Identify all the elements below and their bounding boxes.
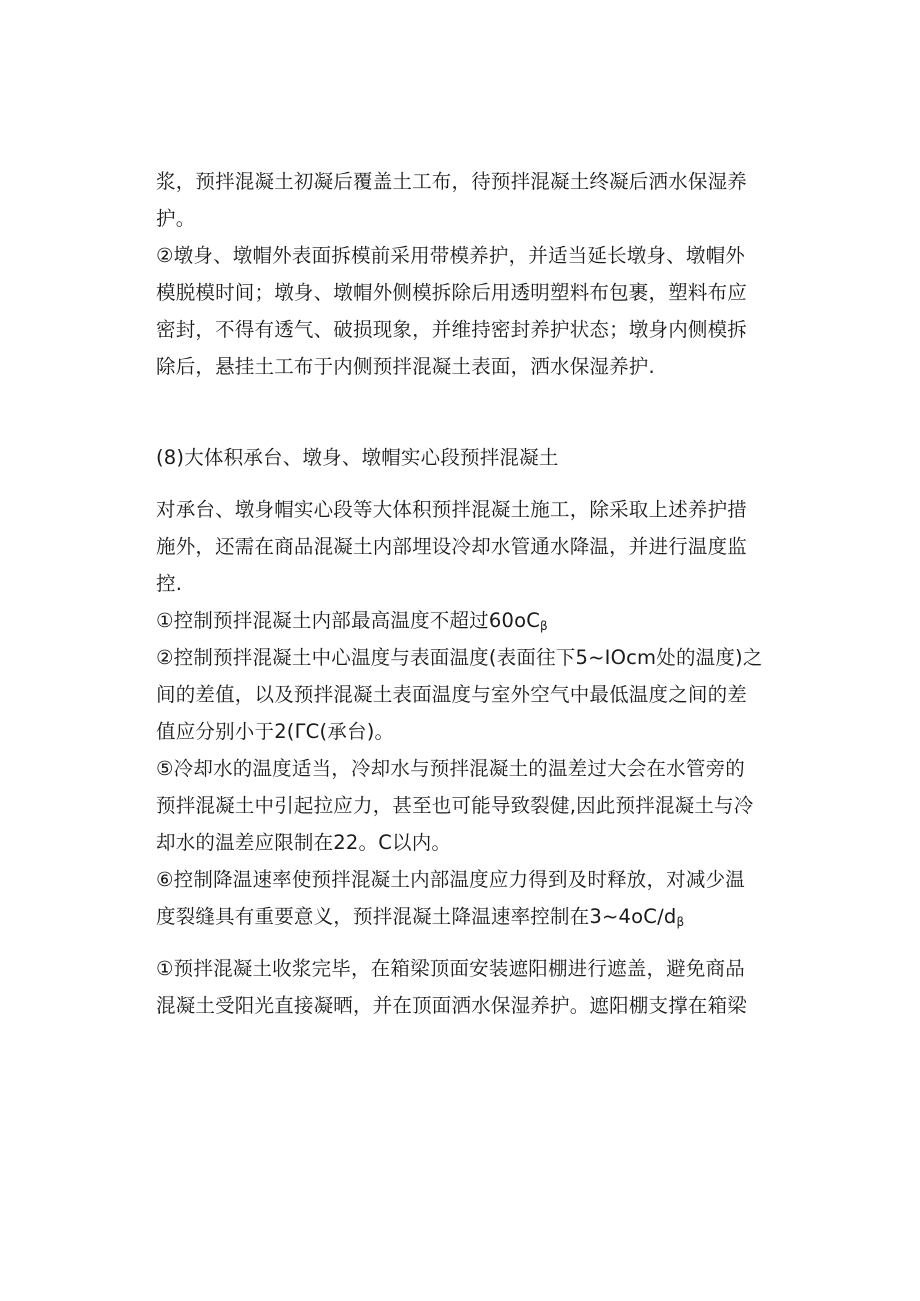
list-item [156,605,796,642]
paragraph-line: 施外，还需在商品混凝土内部埋设冷却水管通水降温，并进行温度监 [156,535,748,558]
paragraph-line: 混凝土受阳光直接凝晒，并在顶面洒水保湿养护。遮阳棚支撑在箱梁 [156,994,748,1017]
paragraph-line: 浆，预拌混凝土初凝后覆盖土工布，待预拌混凝土终凝后洒水保湿养 [156,170,748,193]
paragraph-line: 护。 [156,207,196,230]
list-item-line: ⑥控制降温速率使预拌混凝土内部温度应力得到及时释放，对减少温 [156,868,745,891]
paragraph-line: ②墩身、墩帽外表面拆模前采用带模养护，并适当延长墩身、墩帽外 [156,244,745,267]
paragraph-line: 密封，不得有透气、破损现象，并维持密封养护状态；墩身内侧模拆 [156,318,748,341]
list-item-line: 间的差值，以及预拌混凝土表面温度与室外空气中最低温度之间的差 [156,683,748,706]
paragraph-line: 控. [156,572,183,595]
list-item-text: 度裂缝具有重要意义，预拌混凝土降温速率控制在3~4oC∕d [156,905,677,928]
list-item-line: 却水的温差应限制在22。C以内。 [156,831,452,854]
list-item-subscript: β [540,619,548,633]
list-item-line: 预拌混凝土中引起拉应力，甚至也可能导致裂健,因此预拌混凝土与冷 [156,794,754,817]
list-item-line: ②控制预拌混凝土中心温度与表面温度(表面往下5~IOcm处的温度)之 [156,646,763,669]
list-item-line: ⑤冷却水的温度适当，冷却水与预拌混凝土的温差过大会在水管旁的 [156,757,745,780]
list-item-text: ①控制预拌混凝土内部最高温度不超过60oC [156,609,541,632]
paragraph-line: 模脱模时间；墩身、墩帽外侧模拆除后用透明塑料布包裹，塑料布应 [156,281,748,304]
list-item-line: 值应分别小于2(ΓC(承台)。 [156,720,395,743]
paragraph-line: 除后，悬挂土工布于内侧预拌混凝土表面，洒水保湿养护. [156,355,655,378]
list-item-line [156,901,796,938]
paragraph-line: ①预拌混凝土收浆完毕，在箱梁顶面安装遮阳棚进行遮盖，避免商品 [156,957,745,980]
paragraph-line: 对承台、墩身帽实心段等大体积预拌混凝土施工，除采取上述养护措 [156,498,748,521]
section-heading: (8)大体积承台、墩身、墩帽实心段预拌混凝土 [156,446,559,469]
list-item-subscript: β [676,915,685,929]
